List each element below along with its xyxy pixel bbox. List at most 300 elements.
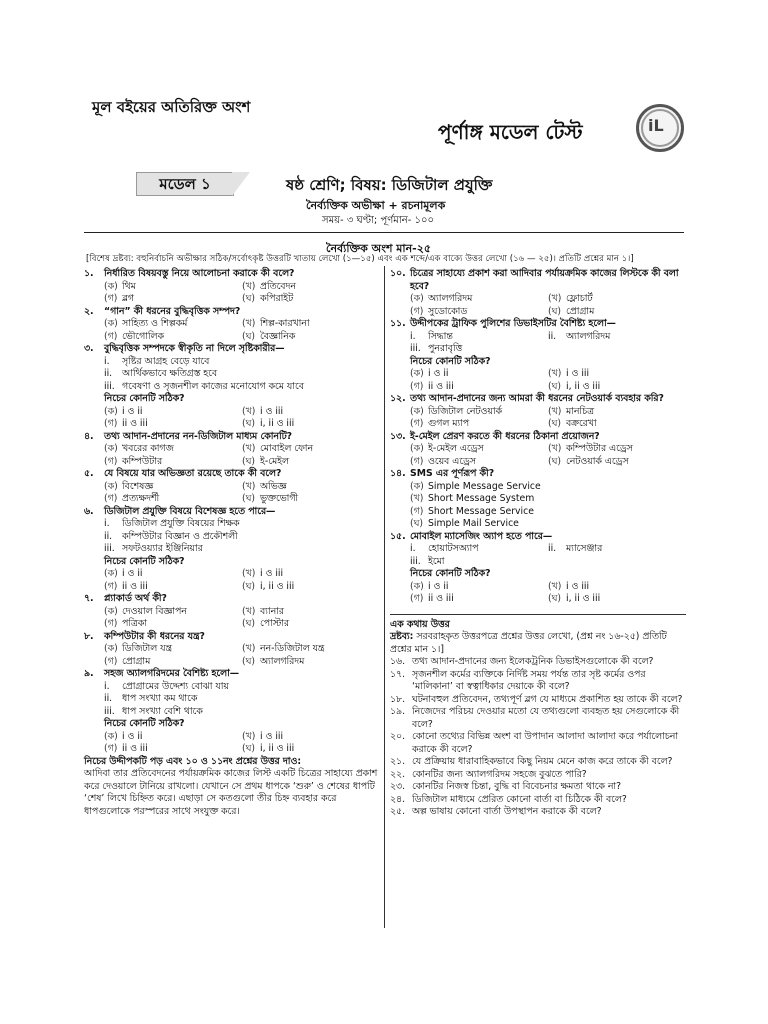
options-grid bbox=[84, 318, 380, 343]
answer-option bbox=[104, 568, 242, 581]
answer-option bbox=[242, 731, 380, 744]
options-grid bbox=[84, 731, 380, 756]
option-label: (ক) bbox=[410, 443, 424, 454]
statement-label: i. bbox=[410, 330, 416, 342]
question bbox=[390, 431, 686, 444]
text: প্রোগ্রামের উদ্দেশ্য বোঝা যায় bbox=[122, 680, 229, 692]
question-text: তথ্য আদান-প্রদানের জন্য আমরা কী ধরনের নেটওয়ার্ক ব্যবহার করি? bbox=[410, 393, 664, 404]
text: নন-ডিজিটাল যন্ত্র bbox=[260, 643, 325, 654]
option-label: (ঘ) bbox=[242, 418, 256, 429]
left-column bbox=[84, 268, 380, 818]
answer-option bbox=[104, 656, 242, 669]
text: ক bbox=[107, 605, 115, 617]
text: কপিরাইট bbox=[260, 293, 294, 304]
option-label: (ঘ) bbox=[242, 293, 256, 304]
option-label: (ঘ) bbox=[548, 455, 562, 467]
options-grid bbox=[84, 568, 380, 593]
question-text: সহজ অ্যালগরিদমের বৈশিষ্ট্য হলো— bbox=[104, 668, 240, 679]
option-label: (ক) bbox=[104, 480, 118, 492]
answer-option bbox=[548, 581, 686, 594]
text: ক bbox=[107, 280, 115, 292]
option-label: (গ) bbox=[104, 418, 118, 429]
text: ডিজিটাল যন্ত্র bbox=[122, 643, 172, 654]
answer-option bbox=[390, 493, 686, 506]
text: খ bbox=[245, 318, 252, 329]
option-label: (গ) bbox=[410, 455, 424, 467]
question-number: ১৯. bbox=[390, 706, 406, 717]
text bbox=[410, 331, 548, 344]
text: বিশেষজ্ঞ bbox=[122, 480, 154, 492]
option-label: (ক) bbox=[104, 605, 118, 617]
text: গ bbox=[107, 455, 114, 467]
text: ক bbox=[107, 405, 115, 417]
section-title: নৈর্ব্যক্তিক অংশ মান-২৫ bbox=[326, 242, 432, 255]
text: সফটওয়্যার ইঞ্জিনিয়ার bbox=[122, 543, 203, 554]
text: ঘ bbox=[245, 330, 252, 342]
text: সিদ্ধান্ত bbox=[428, 330, 453, 342]
option-label: (খ) bbox=[242, 318, 256, 329]
options-grid bbox=[390, 581, 686, 606]
option-label: (ঘ) bbox=[242, 580, 256, 592]
statements bbox=[84, 681, 380, 719]
answer-option bbox=[104, 293, 242, 306]
answer-option bbox=[242, 456, 380, 469]
statement-label: i. bbox=[104, 518, 110, 529]
question-number: ১১. bbox=[390, 318, 406, 329]
statement-label: iii. bbox=[104, 705, 115, 717]
statement-label: i. bbox=[104, 680, 110, 692]
statement bbox=[104, 706, 380, 719]
text: Short Message System bbox=[428, 493, 535, 504]
column-divider bbox=[384, 266, 385, 928]
text: ধাপ সংখ্যা বেশি থাকে bbox=[122, 705, 203, 717]
text: গ bbox=[413, 418, 420, 429]
text: i ও ii bbox=[122, 730, 143, 742]
option-label: (খ) bbox=[242, 280, 256, 292]
question-number: ১০. bbox=[390, 268, 406, 279]
option-label: (গ) bbox=[104, 655, 118, 667]
text: ক bbox=[107, 443, 115, 454]
answer-option bbox=[104, 581, 242, 594]
text: প্রোগ্রাম bbox=[566, 305, 595, 317]
text: i ও iii bbox=[260, 730, 284, 742]
option-label: (খ) bbox=[410, 493, 424, 504]
question bbox=[390, 531, 686, 544]
answer-option bbox=[104, 331, 242, 344]
answer-option bbox=[242, 293, 380, 306]
text: ক bbox=[107, 643, 115, 654]
answer-option bbox=[242, 493, 380, 506]
text: সরবরাহকৃত উত্তরপত্রে প্রশ্নের উত্তর লেখো, (প্রশ্ন নং ১৬-২৫) প্রতিটি প্রশ্নের মান ১।] bbox=[390, 631, 667, 655]
text: খ bbox=[245, 643, 252, 654]
text: ঘ bbox=[551, 593, 558, 604]
text: ঘ bbox=[551, 418, 558, 429]
exam-type: নৈর্ব্যক্তিক অভীক্ষা + রচনামূলক bbox=[306, 199, 446, 212]
text: ঘ bbox=[245, 580, 252, 592]
option-label: (খ) bbox=[242, 643, 256, 654]
option-label: (ঘ) bbox=[548, 593, 562, 604]
statement bbox=[104, 356, 380, 369]
text: গ bbox=[107, 743, 114, 754]
subject-title: ষষ্ঠ শ্রেণি; বিষয়: ডিজিটাল প্রযুক্তি bbox=[286, 176, 493, 194]
text: Simple Mail Service bbox=[428, 518, 519, 529]
statement-label: iii. bbox=[104, 380, 115, 392]
answer-option bbox=[548, 406, 686, 419]
question bbox=[84, 668, 380, 681]
statement-label: ii. bbox=[104, 693, 113, 704]
option-label: (ক) bbox=[410, 480, 424, 492]
text: শিল্প-কারখানা bbox=[260, 318, 310, 329]
statement-label: iii. bbox=[410, 343, 421, 354]
answer-option bbox=[104, 743, 242, 756]
answer-option bbox=[548, 381, 686, 394]
option-label: (খ) bbox=[548, 405, 562, 417]
statement-label: ii. bbox=[104, 530, 113, 542]
text: ii ও iii bbox=[122, 580, 148, 592]
question-number: ২. bbox=[84, 305, 94, 317]
option-label: (খ) bbox=[242, 605, 256, 617]
text: ঘটনাবহুল প্রতিবেদন, তথ্যপূর্ণ ব্লগ যে মাধ্যমে প্রকাশিত হয় তাকে কী বলে? bbox=[412, 693, 683, 705]
text: গ bbox=[413, 505, 420, 517]
answer-option bbox=[104, 643, 242, 656]
text: অ্যালগরিদম bbox=[260, 655, 305, 667]
text: ইমো bbox=[428, 555, 445, 567]
options-grid bbox=[84, 481, 380, 506]
option-label: (ক) bbox=[104, 318, 118, 329]
question-number: ১৫. bbox=[390, 530, 406, 542]
text: ভৌগোলিক bbox=[122, 330, 164, 342]
options-grid bbox=[84, 281, 380, 306]
question-text: তথ্য আদান-প্রদানের নন-ডিজিটাল মাধ্যম কোনটি? bbox=[104, 430, 293, 442]
answer-option bbox=[410, 368, 548, 381]
statement-label: i. bbox=[410, 543, 416, 554]
text: প্রতিবেদন bbox=[260, 280, 296, 292]
answer-option bbox=[410, 293, 548, 306]
statement bbox=[104, 368, 380, 381]
answer-option bbox=[242, 618, 380, 631]
text: i ও iii bbox=[566, 368, 590, 379]
text: ক bbox=[413, 580, 421, 592]
statement bbox=[104, 518, 380, 531]
text: ক bbox=[413, 405, 421, 417]
text: ক bbox=[107, 730, 115, 742]
which-correct-prompt: নিচের কোনটি সঠিক? bbox=[104, 718, 185, 729]
text: অ্যালগরিদম bbox=[428, 293, 473, 304]
text: i ও iii bbox=[260, 405, 284, 417]
question-text: বুদ্ধিবৃত্তিক সম্পদকে স্বীকৃতি না দিলে সৃষ্টিকারীর— bbox=[104, 343, 285, 354]
question-number: ৪. bbox=[84, 430, 94, 442]
short-answer-title: এক কথায় উত্তর bbox=[390, 614, 686, 632]
text: i, ii ও iii bbox=[260, 580, 295, 592]
text: খ bbox=[245, 605, 252, 617]
text: মানচিত্র bbox=[566, 405, 594, 417]
text: ডিজিটাল মাধ্যমে প্রেরিত কোনো বার্তা বা চিঠিকে কী বলে? bbox=[412, 793, 627, 805]
statement-label: ii. bbox=[104, 368, 113, 379]
option-label: (গ) bbox=[410, 418, 424, 429]
answer-option bbox=[242, 281, 380, 294]
right-column bbox=[390, 268, 686, 819]
option-label: (ক) bbox=[104, 405, 118, 417]
text: কম্পিউটার bbox=[122, 455, 163, 467]
text: পত্রিকা bbox=[122, 618, 148, 629]
question-text: চিত্রের সাহায্যে প্রকাশ করা আদিবার পর্যায়ক্রমিক কাজের লিস্টকে কী বলা হবে? bbox=[410, 268, 679, 292]
option-label: (গ) bbox=[104, 293, 118, 304]
text: কম্পিউটার বিজ্ঞান ও প্রকৌশলী bbox=[122, 530, 238, 542]
question-number: ২৩. bbox=[390, 781, 406, 792]
which-correct-prompt: নিচের কোনটি সঠিক? bbox=[410, 355, 491, 367]
text: খ bbox=[245, 568, 252, 579]
answer-option bbox=[548, 418, 686, 431]
question-number: ১৮. bbox=[390, 693, 406, 705]
option-label: (খ) bbox=[548, 293, 562, 304]
text: গ bbox=[107, 618, 114, 629]
text: খ bbox=[245, 443, 252, 454]
question-number: ২২. bbox=[390, 768, 406, 780]
option-label: (ঘ) bbox=[242, 493, 256, 504]
option-label: (খ) bbox=[242, 443, 256, 454]
option-label: (গ) bbox=[410, 380, 424, 392]
text: খ bbox=[413, 493, 420, 504]
time-marks: সময়- ৩ ঘণ্টা; পূর্ণমান- ১০০ bbox=[322, 215, 434, 226]
text: Simple Message Service bbox=[428, 480, 541, 492]
option-label: (ক) bbox=[410, 368, 424, 379]
text: ডিজিটাল প্রযুক্তি বিষয়ের শিক্ষক bbox=[122, 518, 240, 529]
question-text: যে বিষয়ে যার অভিজ্ঞতা রয়েছে তাকে কী বলে? bbox=[104, 468, 282, 479]
question-number: ৬. bbox=[84, 505, 94, 517]
text: গ bbox=[413, 380, 420, 392]
text bbox=[548, 331, 686, 344]
which-correct-prompt: নিচের কোনটি সঠিক? bbox=[410, 568, 491, 579]
short-question bbox=[390, 731, 686, 756]
text: ঘ bbox=[245, 743, 252, 754]
answer-option bbox=[390, 518, 686, 531]
text: খ bbox=[551, 405, 558, 417]
answer-option bbox=[242, 656, 380, 669]
model-label-arrow bbox=[232, 172, 250, 196]
statements bbox=[390, 556, 686, 569]
text: ক bbox=[413, 293, 421, 304]
answer-option bbox=[104, 618, 242, 631]
statement-label: iii. bbox=[104, 543, 115, 554]
text: আর্থিকভাবে ক্ষতিগ্রস্ত হবে bbox=[122, 368, 218, 379]
instruction: [বিশেষ দ্রষ্টব্য: বহুনির্বাচনি অভীক্ষার সঠিক/সর্বোৎকৃষ্ট উত্তরটি খাতায় লেখো (১—১৫) এবং এক শব্দে/এক বাক্যে উত্তর লেখো (১৬ — ২৫)। প্রতিটি প্রশ্নের মান ১।] bbox=[86, 254, 634, 264]
text: যে প্রক্রিয়ায় ধারাবাহিকভাবে কিছু নিয়ম মেনে কাজ করে তাকে কী বলে? bbox=[412, 756, 673, 767]
answer-option bbox=[242, 418, 380, 431]
text: নেটওয়ার্ক এড্রেস bbox=[566, 455, 629, 467]
question bbox=[84, 268, 380, 281]
answer-option bbox=[410, 381, 548, 394]
text: ঘ bbox=[245, 418, 252, 429]
text: ঘ bbox=[551, 380, 558, 392]
statement-label: ii. bbox=[548, 543, 557, 554]
answer-option bbox=[242, 481, 380, 494]
options-grid bbox=[84, 643, 380, 668]
text: গ bbox=[413, 593, 420, 604]
answer-option bbox=[548, 293, 686, 306]
option-label: (খ) bbox=[242, 405, 256, 417]
question bbox=[84, 431, 380, 444]
text: পোস্টার bbox=[260, 618, 290, 629]
option-label: (গ) bbox=[410, 505, 424, 517]
option-label: (খ) bbox=[242, 730, 256, 742]
answer-option bbox=[410, 443, 548, 456]
text: ধাপ সংখ্যা কম থাকে bbox=[122, 693, 198, 704]
question-number: ১৪. bbox=[390, 468, 406, 479]
answer-option bbox=[242, 606, 380, 619]
text: ম্যাসেঞ্জার bbox=[566, 543, 603, 554]
text: ঘ bbox=[551, 455, 558, 467]
text: ক bbox=[107, 318, 115, 329]
text: গ bbox=[107, 418, 114, 429]
statement bbox=[104, 543, 380, 556]
answer-option bbox=[104, 481, 242, 494]
extra-part-label: মূল বইয়ের অতিরিক্ত অংশ bbox=[92, 98, 251, 116]
stimulus-title: নিচের উদ্দীপকটি পড় এবং ১০ ও ১১নং প্রশ্নের উত্তর দাও: bbox=[84, 755, 302, 767]
option-label: (গ) bbox=[104, 455, 118, 467]
option-label: (গ) bbox=[104, 493, 118, 504]
question bbox=[390, 468, 686, 481]
option-label: (গ) bbox=[104, 330, 118, 342]
statement bbox=[104, 693, 380, 706]
statements bbox=[390, 543, 686, 556]
answer-option bbox=[104, 406, 242, 419]
statements bbox=[84, 356, 380, 394]
text: নিজেদের পরিচয় দেওয়ার মতো যে তথ্যগুলো ব্যবহৃত হয় সেগুলোকে কী বলে? bbox=[412, 706, 680, 730]
text: ii ও iii bbox=[428, 593, 454, 604]
statement-label: iii. bbox=[410, 555, 421, 567]
option-label: (ক) bbox=[410, 580, 424, 592]
short-answer-note bbox=[390, 631, 686, 656]
text: গ bbox=[107, 493, 114, 504]
option-label: (ক) bbox=[104, 643, 118, 654]
answer-option bbox=[242, 568, 380, 581]
answer-option bbox=[410, 593, 548, 606]
option-label: (গ) bbox=[104, 580, 118, 592]
page-title: পূর্ণাঙ্গ মডেল টেস্ট bbox=[438, 120, 583, 144]
text: প্রত্যক্ষদর্শী bbox=[122, 493, 160, 504]
text: ঘ bbox=[245, 293, 252, 304]
question bbox=[84, 506, 380, 519]
text: ভুক্তভোগী bbox=[260, 493, 299, 504]
text: ব্লগ bbox=[122, 293, 135, 304]
text: ওয়েব এড্রেস bbox=[428, 455, 476, 467]
question-number: ১৭. bbox=[390, 668, 406, 680]
text: খ bbox=[245, 480, 252, 492]
option-label: (ক) bbox=[104, 730, 118, 742]
text: ফ্লোচার্ট bbox=[566, 293, 593, 304]
text: i ও iii bbox=[566, 580, 590, 592]
short-question bbox=[390, 669, 686, 694]
option-label: (ঘ) bbox=[548, 418, 562, 429]
text: i ও ii bbox=[122, 568, 143, 579]
question-number: ৯. bbox=[84, 668, 94, 679]
text: ক bbox=[413, 368, 421, 379]
question bbox=[84, 631, 380, 644]
answer-option bbox=[548, 443, 686, 456]
answer-option bbox=[242, 331, 380, 344]
option-label: (গ) bbox=[410, 593, 424, 604]
answer-option bbox=[410, 418, 548, 431]
text: দ্রষ্টব্য: bbox=[390, 631, 414, 642]
text: সৃজনশীল কর্মের ব্যক্তিকে নির্দিষ্ট সময় পর্যন্ত তার সৃষ্ট কর্মের ওপর ‘মালিকানা’ বা স্বত্বাধিকার দেয়াকে কী বলে? bbox=[412, 668, 646, 692]
text: থিম bbox=[122, 280, 136, 292]
text: ক bbox=[413, 480, 421, 492]
answer-option bbox=[104, 606, 242, 619]
answer-option bbox=[410, 306, 548, 319]
answer-option bbox=[548, 306, 686, 319]
answer-option bbox=[104, 281, 242, 294]
text: খ bbox=[551, 368, 558, 379]
option-label: (ক) bbox=[410, 293, 424, 304]
text: i, ii ও iii bbox=[566, 593, 601, 604]
text: i, ii ও iii bbox=[566, 380, 601, 392]
text: ই-মেইল এড্রেস bbox=[428, 443, 484, 454]
statement-label: ii. bbox=[548, 330, 557, 342]
text: গ bbox=[107, 655, 114, 667]
question bbox=[390, 393, 686, 406]
which-correct-prompt: নিচের কোনটি সঠিক? bbox=[104, 555, 185, 567]
answer-option bbox=[242, 406, 380, 419]
option-label: (ঘ) bbox=[548, 305, 562, 317]
text: খবরের কাগজ bbox=[122, 443, 174, 454]
text: ব্যানার bbox=[260, 605, 284, 617]
question-number: ২৪. bbox=[390, 793, 406, 805]
question-text: SMS এর পূর্ণরূপ কী? bbox=[410, 468, 495, 479]
text: ঘ bbox=[245, 493, 252, 504]
text: পুনরাবৃত্তি bbox=[428, 343, 463, 354]
option-label: (খ) bbox=[548, 443, 562, 454]
option-label: (গ) bbox=[410, 305, 424, 317]
text: ii ও iii bbox=[122, 418, 148, 429]
text: ক bbox=[107, 568, 115, 579]
text: ঘ bbox=[551, 305, 558, 317]
text: কম্পিউটার এড্রেস bbox=[566, 443, 633, 454]
text: সৃষ্টির আগ্রহ বেড়ে যাবে bbox=[122, 355, 210, 367]
option-label: (ঘ) bbox=[242, 330, 256, 342]
answer-option bbox=[548, 593, 686, 606]
text: ক bbox=[107, 480, 115, 492]
option-label: (ঘ) bbox=[548, 380, 562, 392]
text: কোনো তথ্যের বিভিন্ন অংশ বা উপাদান আলাদা আলাদা করে পর্যালোচনা করাকে কী বলে? bbox=[412, 731, 679, 755]
answer-option bbox=[242, 443, 380, 456]
options-grid bbox=[84, 443, 380, 468]
question-number: ৩. bbox=[84, 343, 94, 354]
answer-option bbox=[548, 456, 686, 469]
question-number: ২৫. bbox=[390, 806, 406, 817]
answer-option bbox=[104, 493, 242, 506]
text: ডিজিটাল নেটওয়ার্ক bbox=[428, 405, 503, 417]
option-label: (ক) bbox=[104, 568, 118, 579]
answer-option bbox=[242, 318, 380, 331]
text: অল্প ভাষায় কোনো বার্তা উপস্থাপন করাকে কী বলে? bbox=[412, 806, 602, 817]
answer-option bbox=[242, 581, 380, 594]
text bbox=[548, 543, 686, 556]
text: কোনটির নিজস্ব চিন্তা, বুদ্ধি বা বিবেচনার ক্ষমতা থাকে না? bbox=[412, 781, 622, 792]
short-question bbox=[390, 706, 686, 731]
text: গ bbox=[413, 455, 420, 467]
stimulus-text: আদিবা তার প্রতিবেদনের পর্যায়ক্রমিক কাজের লিস্ট একটি চিত্রের সাহায্যে প্রকাশ করে দেওয়ালে টানিয়ে রাখলো। যেখানে সে প্রথম ধাপকে ‘শুরু’ ও শেষের ধাপটি ‘শেষ’ লিখে চিহ্নিত করে। এছাড়া সে কতগুলো তীর চিহ্ন ব্যবহার করে ধাপগুলোকে পরস্পরের সাথে সংযুক্ত করে। bbox=[84, 768, 378, 817]
text: Short Message Service bbox=[428, 505, 534, 517]
which-correct-prompt: নিচের কোনটি সঠিক? bbox=[104, 393, 185, 404]
text: বৈজ্ঞানিক bbox=[260, 330, 296, 342]
text: i ও ii bbox=[428, 368, 449, 379]
option-label: (ঘ) bbox=[410, 518, 424, 529]
text: গ bbox=[413, 305, 420, 317]
answer-option bbox=[104, 418, 242, 431]
statement bbox=[410, 556, 686, 569]
text: সুডোকোড bbox=[428, 305, 468, 317]
option-label: (ঘ) bbox=[242, 743, 256, 754]
